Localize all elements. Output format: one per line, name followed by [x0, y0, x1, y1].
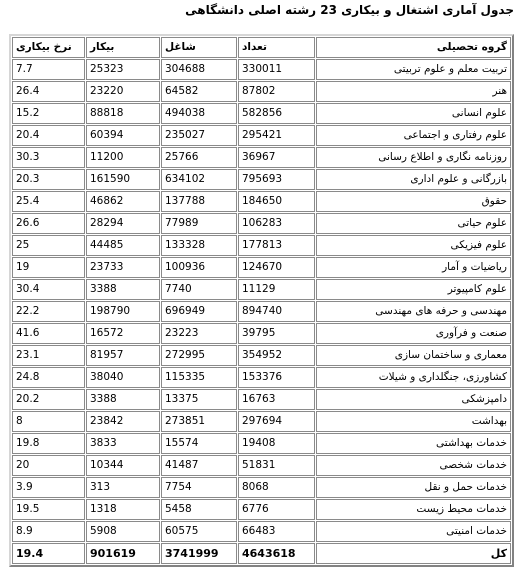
- cell-group: خدمات شخصی: [316, 455, 511, 476]
- cell-employed: 23223: [161, 323, 237, 344]
- cell-rate: 7.7: [12, 59, 85, 80]
- cell-rate: 24.8: [12, 367, 85, 388]
- cell-count: 894740: [238, 301, 315, 322]
- cell-unemployed: 23733: [86, 257, 160, 278]
- cell-unemployed: 1318: [86, 499, 160, 520]
- cell-count: 19408: [238, 433, 315, 454]
- total-employed: 3741999: [161, 543, 237, 564]
- cell-group: روزنامه نگاری و اطلاع رسانی: [316, 147, 511, 168]
- cell-group: ریاضیات و آمار: [316, 257, 511, 278]
- cell-count: 330011: [238, 59, 315, 80]
- cell-group: علوم کامپیوتر: [316, 279, 511, 300]
- cell-unemployed: 10344: [86, 455, 160, 476]
- cell-group: علوم حیاتی: [316, 213, 511, 234]
- cell-unemployed: 3388: [86, 389, 160, 410]
- cell-unemployed: 5908: [86, 521, 160, 542]
- cell-count: 106283: [238, 213, 315, 234]
- table-row: [12, 367, 511, 388]
- cell-unemployed: 38040: [86, 367, 160, 388]
- cell-employed: 304688: [161, 59, 237, 80]
- cell-unemployed: 23842: [86, 411, 160, 432]
- cell-rate: 25: [12, 235, 85, 256]
- cell-unemployed: 198790: [86, 301, 160, 322]
- table-row: [12, 191, 511, 212]
- cell-unemployed: 3833: [86, 433, 160, 454]
- cell-rate: 20: [12, 455, 85, 476]
- cell-count: 87802: [238, 81, 315, 102]
- table-row: [12, 411, 511, 432]
- table-row: [12, 455, 511, 476]
- cell-unemployed: 44485: [86, 235, 160, 256]
- total-label: کل: [316, 543, 511, 564]
- table-body: [12, 59, 511, 542]
- cell-employed: 15574: [161, 433, 237, 454]
- cell-rate: 30.3: [12, 147, 85, 168]
- cell-count: 582856: [238, 103, 315, 124]
- cell-count: 8068: [238, 477, 315, 498]
- cell-employed: 25766: [161, 147, 237, 168]
- table-row: [12, 103, 511, 124]
- cell-group: تربیت معلم و علوم تربیتی: [316, 59, 511, 80]
- cell-count: 39795: [238, 323, 315, 344]
- cell-count: 795693: [238, 169, 315, 190]
- cell-group: خدمات بهداشتی: [316, 433, 511, 454]
- total-unemployed: 901619: [86, 543, 160, 564]
- cell-group: خدمات محیط زیست: [316, 499, 511, 520]
- cell-group: هنر: [316, 81, 511, 102]
- cell-count: 297694: [238, 411, 315, 432]
- cell-employed: 7754: [161, 477, 237, 498]
- table-row: [12, 301, 511, 322]
- header-unemployed: بیکار: [86, 37, 160, 58]
- table-row: [12, 345, 511, 366]
- cell-rate: 20.3: [12, 169, 85, 190]
- cell-count: 184650: [238, 191, 315, 212]
- cell-employed: 60575: [161, 521, 237, 542]
- cell-employed: 696949: [161, 301, 237, 322]
- cell-count: 36967: [238, 147, 315, 168]
- cell-group: کشاورزی، جنگلداری و شیلات: [316, 367, 511, 388]
- cell-employed: 41487: [161, 455, 237, 476]
- header-employed: شاغل: [161, 37, 237, 58]
- cell-employed: 64582: [161, 81, 237, 102]
- table-row: [12, 125, 511, 146]
- table-row: [12, 235, 511, 256]
- cell-group: علوم فیزیکی: [316, 235, 511, 256]
- cell-employed: 5458: [161, 499, 237, 520]
- cell-group: مهندسی و حرفه های مهندسی: [316, 301, 511, 322]
- header-count: تعداد: [238, 37, 315, 58]
- table-row: [12, 477, 511, 498]
- cell-unemployed: 161590: [86, 169, 160, 190]
- cell-rate: 19.5: [12, 499, 85, 520]
- table-row: [12, 59, 511, 80]
- cell-unemployed: 88818: [86, 103, 160, 124]
- cell-unemployed: 23220: [86, 81, 160, 102]
- cell-employed: 634102: [161, 169, 237, 190]
- cell-rate: 26.4: [12, 81, 85, 102]
- cell-rate: 22.2: [12, 301, 85, 322]
- cell-employed: 115335: [161, 367, 237, 388]
- cell-rate: 3.9: [12, 477, 85, 498]
- table-row: [12, 81, 511, 102]
- total-row: [12, 543, 511, 564]
- cell-rate: 8: [12, 411, 85, 432]
- cell-unemployed: 313: [86, 477, 160, 498]
- cell-rate: 19.8: [12, 433, 85, 454]
- cell-group: خدمات امنیتی: [316, 521, 511, 542]
- cell-unemployed: 11200: [86, 147, 160, 168]
- employment-table: [9, 34, 514, 567]
- cell-employed: 100936: [161, 257, 237, 278]
- cell-count: 16763: [238, 389, 315, 410]
- cell-count: 6776: [238, 499, 315, 520]
- cell-count: 124670: [238, 257, 315, 278]
- cell-count: 354952: [238, 345, 315, 366]
- cell-rate: 15.2: [12, 103, 85, 124]
- cell-count: 177813: [238, 235, 315, 256]
- cell-count: 295421: [238, 125, 315, 146]
- header-group: گروه تحصیلی: [316, 37, 511, 58]
- cell-employed: 235027: [161, 125, 237, 146]
- cell-unemployed: 16572: [86, 323, 160, 344]
- cell-count: 51831: [238, 455, 315, 476]
- cell-rate: 19: [12, 257, 85, 278]
- cell-group: خدمات حمل و نقل: [316, 477, 511, 498]
- table-row: [12, 499, 511, 520]
- cell-group: بهداشت: [316, 411, 511, 432]
- header-rate: نرخ بیکاری: [12, 37, 85, 58]
- cell-rate: 41.6: [12, 323, 85, 344]
- cell-rate: 20.2: [12, 389, 85, 410]
- cell-rate: 20.4: [12, 125, 85, 146]
- cell-unemployed: 81957: [86, 345, 160, 366]
- table-row: [12, 433, 511, 454]
- cell-count: 153376: [238, 367, 315, 388]
- cell-count: 66483: [238, 521, 315, 542]
- table-title: جدول آماری اشتغال و بیکاری 23 رشته اصلی دانشگاهی: [185, 3, 514, 17]
- table-row: [12, 257, 511, 278]
- cell-group: علوم انسانی: [316, 103, 511, 124]
- cell-employed: 273851: [161, 411, 237, 432]
- cell-rate: 30.4: [12, 279, 85, 300]
- cell-employed: 133328: [161, 235, 237, 256]
- table-row: [12, 279, 511, 300]
- cell-group: معماری و ساختمان سازی: [316, 345, 511, 366]
- cell-unemployed: 60394: [86, 125, 160, 146]
- cell-group: علوم رفتاری و اجتماعی: [316, 125, 511, 146]
- cell-unemployed: 25323: [86, 59, 160, 80]
- table-header-row: [12, 37, 511, 58]
- table-row: [12, 389, 511, 410]
- cell-employed: 272995: [161, 345, 237, 366]
- cell-group: بازرگانی و علوم اداری: [316, 169, 511, 190]
- table-row: [12, 213, 511, 234]
- cell-employed: 7740: [161, 279, 237, 300]
- cell-employed: 137788: [161, 191, 237, 212]
- cell-rate: 8.9: [12, 521, 85, 542]
- cell-employed: 13375: [161, 389, 237, 410]
- table-row: [12, 323, 511, 344]
- total-rate: 19.4: [12, 543, 85, 564]
- cell-group: دامپزشکی: [316, 389, 511, 410]
- cell-rate: 23.1: [12, 345, 85, 366]
- cell-unemployed: 28294: [86, 213, 160, 234]
- cell-rate: 26.6: [12, 213, 85, 234]
- table-row: [12, 147, 511, 168]
- cell-rate: 25.4: [12, 191, 85, 212]
- cell-employed: 77989: [161, 213, 237, 234]
- cell-group: حقوق: [316, 191, 511, 212]
- cell-count: 11129: [238, 279, 315, 300]
- table-row: [12, 521, 511, 542]
- table-row: [12, 169, 511, 190]
- total-count: 4643618: [238, 543, 315, 564]
- cell-group: صنعت و فرآوری: [316, 323, 511, 344]
- cell-unemployed: 46862: [86, 191, 160, 212]
- cell-unemployed: 3388: [86, 279, 160, 300]
- cell-employed: 494038: [161, 103, 237, 124]
